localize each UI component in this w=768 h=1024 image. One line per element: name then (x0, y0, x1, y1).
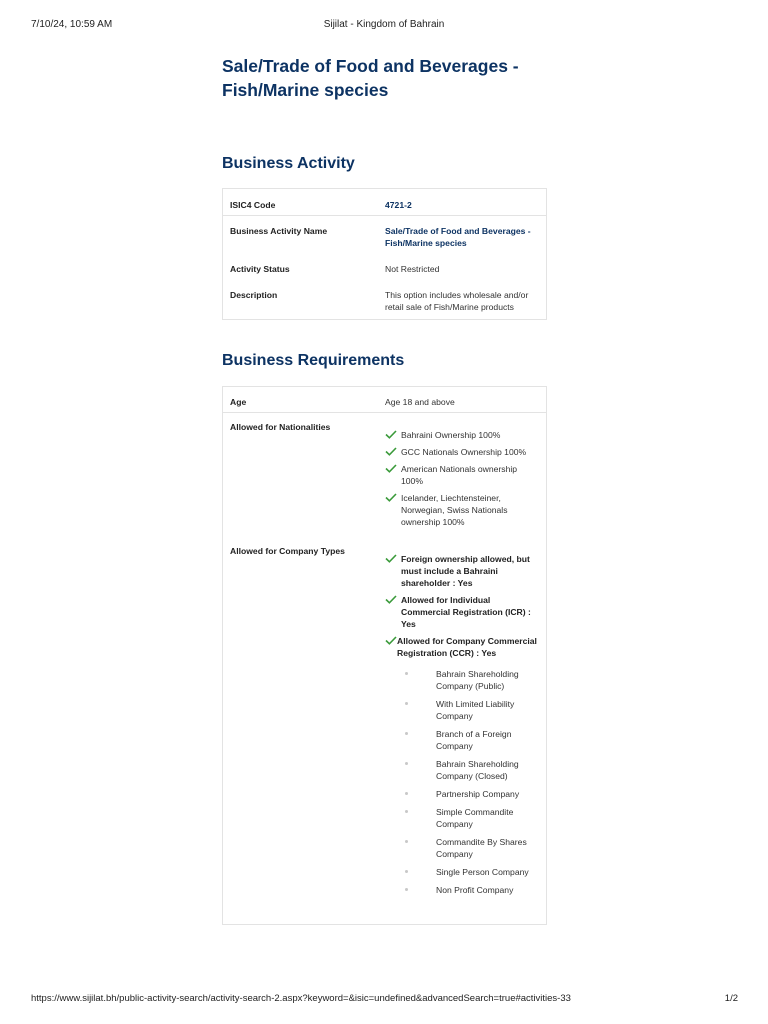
activity-name-value: Sale/Trade of Food and Beverages - Fish/Marine species (385, 226, 531, 248)
isic-code-value: 4721-2 (385, 200, 412, 210)
list-item: Partnership Company (420, 788, 540, 800)
row-label: Allowed for Nationalities (230, 422, 331, 432)
table-row (223, 189, 546, 216)
list-item: Non Profit Company (420, 884, 540, 896)
business-activity-table (222, 188, 547, 320)
page-number: 1/2 (724, 993, 738, 1004)
business-activity-heading: Business Activity (222, 155, 355, 172)
row-label: Allowed for Company Types (230, 546, 345, 556)
table-row (223, 387, 546, 413)
business-requirements-heading: Business Requirements (222, 352, 405, 369)
print-header (0, 19, 768, 33)
list-item: With Limited Liability Company (420, 698, 540, 722)
nationalities-list (385, 429, 540, 528)
list-item: GCC Nationals Ownership 100% (385, 446, 540, 458)
list-item: Branch of a Foreign Company (420, 728, 540, 752)
print-date: 7/10/24, 10:59 AM (31, 19, 113, 30)
check-icon (385, 493, 397, 502)
list-item: Allowed for Individual Commercial Registration (ICR) : Yes (385, 594, 540, 630)
description-value: This option includes wholesale and/or retail sale of Fish/Marine products (385, 290, 529, 312)
list-item: Allowed for Company Commercial Registration (CCR) : Yes Bahrain Shareholding Company (Public) With Limited Liability Company Branch of a Foreign Company Bahrain Shareholding Company (Closed) Partnership Company Simple Commandite Company Commandite By Shares Company Single Person Company Non Profit Company (385, 635, 540, 896)
check-icon (385, 595, 397, 604)
table-row (223, 249, 546, 275)
table-row (223, 533, 546, 902)
table-row (223, 413, 546, 533)
check-icon (385, 464, 397, 473)
page-title: Sale/Trade of Food and Beverages - Fish/Marine species (222, 56, 519, 100)
list-item: Foreign ownership allowed, but must include a Bahraini shareholder : Yes (385, 553, 540, 589)
print-page-title: Sijilat - Kingdom of Bahrain (323, 19, 445, 30)
row-label: Age (230, 397, 247, 407)
list-item: Icelander, Liechtensteiner, Norwegian, Swiss Nationals ownership 100% (385, 492, 540, 528)
print-footer (0, 993, 768, 1007)
list-item: Commandite By Shares Company (420, 836, 540, 860)
business-requirements-table (222, 386, 547, 925)
list-item: Simple Commandite Company (420, 806, 540, 830)
row-label: Activity Status (230, 264, 290, 274)
company-types-list (385, 553, 540, 896)
check-icon (385, 636, 397, 645)
check-icon (385, 430, 397, 439)
list-item: American Nationals ownership 100% (385, 463, 540, 487)
table-row (223, 216, 546, 249)
check-icon (385, 447, 397, 456)
age-value: Age 18 and above (385, 397, 455, 407)
list-item: Bahraini Ownership 100% (385, 429, 540, 441)
print-url: https://www.sijilat.bh/public-activity-search/activity-search-2.aspx?keyword=&isic=undefined&advancedSearch=true#activities-33 (31, 993, 571, 1004)
nationalities-value (385, 421, 546, 533)
check-icon (385, 554, 397, 563)
activity-status-value: Not Restricted (385, 264, 440, 274)
row-label: ISIC4 Code (230, 200, 276, 210)
list-item: Single Person Company (420, 866, 540, 878)
row-label: Description (230, 290, 278, 300)
row-label: Business Activity Name (230, 226, 328, 236)
list-item: Bahrain Shareholding Company (Public) (420, 668, 540, 692)
company-types-value (385, 545, 546, 902)
ccr-company-types-list (385, 668, 540, 896)
table-row (223, 275, 546, 313)
list-item: Bahrain Shareholding Company (Closed) (420, 758, 540, 782)
